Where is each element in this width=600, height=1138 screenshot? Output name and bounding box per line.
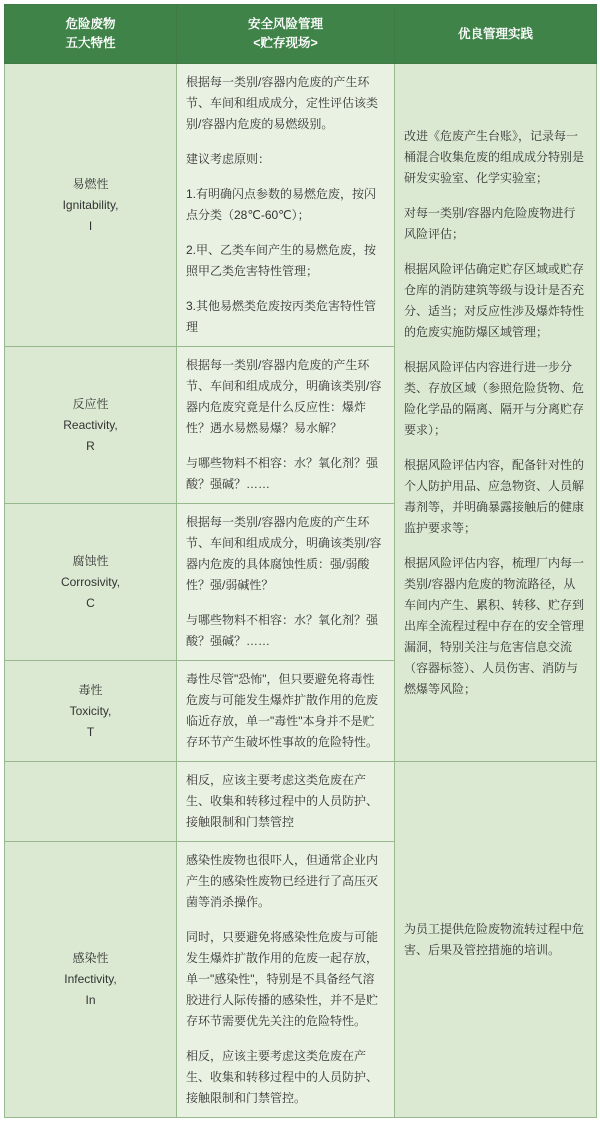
paragraph: 根据风险评估内容，梳理厂内每一类别/容器内危废的物流路径，从车间内产生、累积、转移、贮存到出库全流程过程中存在的安全管理漏洞，特别关注与危害信息交流（容器标签）、人员伤害、消防与燃爆等风险； (404, 555, 585, 696)
table-row (5, 64, 597, 347)
property-line: Ignitability, (62, 197, 119, 212)
property-line: C (86, 595, 95, 610)
paragraph: 毒性尽管"恐怖"，但只要避免将毒性危废与可能发生爆炸扩散作用的危废临近存放，单一"毒性"本身并不是贮存环节产生破坏性事故的危险特性。 (186, 672, 379, 749)
risk-management-cell-toxicity-continued (177, 762, 395, 842)
property-line: 感染性 (72, 951, 109, 965)
property-line: Toxicity, (69, 703, 112, 718)
risk-management-cell-corrosivity (177, 504, 395, 661)
paragraph: 感染性废物也很吓人，但通常企业内产生的感染性废物已经进行了高压灭菌等消杀操作。 (186, 853, 379, 909)
header-cell-properties (5, 5, 177, 64)
paragraph: 2.甲、乙类车间产生的易燃危废，按照甲乙类危害特性管理； (186, 243, 377, 278)
paragraph: 与哪些物料不相容：水？氧化剂？强酸？强碱？…… (186, 456, 379, 491)
property-line: T (86, 724, 95, 739)
risk-management-cell-ignitability (177, 64, 395, 347)
paragraph: 建议考虑原则： (186, 152, 271, 166)
property-line: 毒性 (78, 682, 103, 697)
header-line: 危险废物 (65, 17, 116, 31)
property-cell-infectivity (5, 842, 177, 1118)
paragraph: 同时，只要避免将感染性危废与可能发生爆炸扩散作用的危废一起存放，单一"感染性"，特别是不具备经气溶胶进行人际传播的感染性，并不是贮存环节需要优先关注的危险特性。 (186, 930, 379, 1028)
paragraph: 为员工提供危险废物流转过程中危害、后果及管控措施的培训。 (404, 921, 585, 957)
risk-management-cell-infectivity (177, 842, 395, 1118)
property-line: 反应性 (72, 396, 109, 411)
paragraph: 相反，应该主要考虑这类危废在产生、收集和转移过程中的人员防护、接触限制和门禁管控 (186, 773, 379, 829)
property-cell-reactivity (5, 347, 177, 504)
paragraph: 根据每一类别/容器内危废的产生环节、车间和组成成分，定性评估该类别/容器内危废的易燃级别。 (186, 75, 379, 131)
header-line: <贮存现场> (253, 36, 318, 50)
paragraph: 根据风险评估确定贮存区域或贮存仓库的消防建筑等级与设计是否充分、适当；对反应性涉及爆炸特性的危废实施防爆区域管理； (404, 261, 585, 339)
header-cell-risk-management (177, 5, 395, 64)
risk-management-cell-reactivity (177, 347, 395, 504)
table-row (5, 762, 597, 842)
property-cell-empty (5, 762, 177, 842)
property-line: Corrosivity, (60, 574, 121, 589)
paragraph: 根据风险评估内容进行进一步分类、存放区域（参照危险货物、危险化学品的隔离、隔开与分离贮存要求）； (404, 359, 585, 437)
paragraph: 1.有明确闪点参数的易燃危废，按闪点分类（28℃-60℃）； (186, 187, 377, 222)
hazardous-waste-table (4, 4, 597, 1118)
header-line: 五大特性 (65, 36, 116, 50)
property-line: Reactivity, (63, 417, 118, 432)
property-line: 易燃性 (72, 176, 109, 191)
property-cell-toxicity (5, 661, 177, 762)
paragraph: 根据每一类别/容器内危废的产生环节、车间和组成成分，明确该类别/容器内危废究竟是什么反应性：爆炸性？遇水易燃易爆？易水解？ (186, 358, 382, 435)
header-cell-best-practice (395, 5, 597, 64)
property-cell-ignitability (5, 64, 177, 347)
property-line: Infectivity, (64, 972, 117, 986)
paragraph: 根据每一类别/容器内危废的产生环节、车间和组成成分，明确该类别/容器内危废的具体腐蚀性质：强/弱酸性？强/弱碱性？ (186, 515, 382, 592)
paragraph: 改进《危废产生台账》，记录每一桶混合收集危废的组成成分特别是研发实验室、化学实验室； (404, 128, 585, 185)
property-cell-corrosivity (5, 504, 177, 661)
paragraph: 3.其他易燃类危废按丙类危害特性管理 (186, 299, 377, 334)
paragraph: 相反，应该主要考虑这类危废在产生、收集和转移过程中的人员防护、接触限制和门禁管控。 (186, 1049, 379, 1105)
property-line: In (85, 993, 96, 1007)
best-practice-cell-training (395, 762, 597, 1118)
property-line: I (88, 218, 93, 233)
best-practice-cell-main (395, 64, 597, 762)
table-header-row (5, 5, 597, 64)
risk-management-cell-toxicity (177, 661, 395, 762)
property-line: 腐蚀性 (72, 553, 109, 568)
paragraph: 对每一类别/容器内危险废物进行风险评估； (404, 205, 576, 241)
header-line: 安全风险管理 (247, 17, 323, 31)
property-line: R (86, 438, 95, 453)
header-line: 优良管理实践 (457, 26, 533, 41)
paragraph: 根据风险评估内容，配备针对性的个人防护用品、应急物资、人员解毒剂等，并明确暴露接触后的健康监护要求等； (404, 457, 585, 535)
paragraph: 与哪些物料不相容：水？氧化剂？强酸？强碱？…… (186, 613, 379, 648)
